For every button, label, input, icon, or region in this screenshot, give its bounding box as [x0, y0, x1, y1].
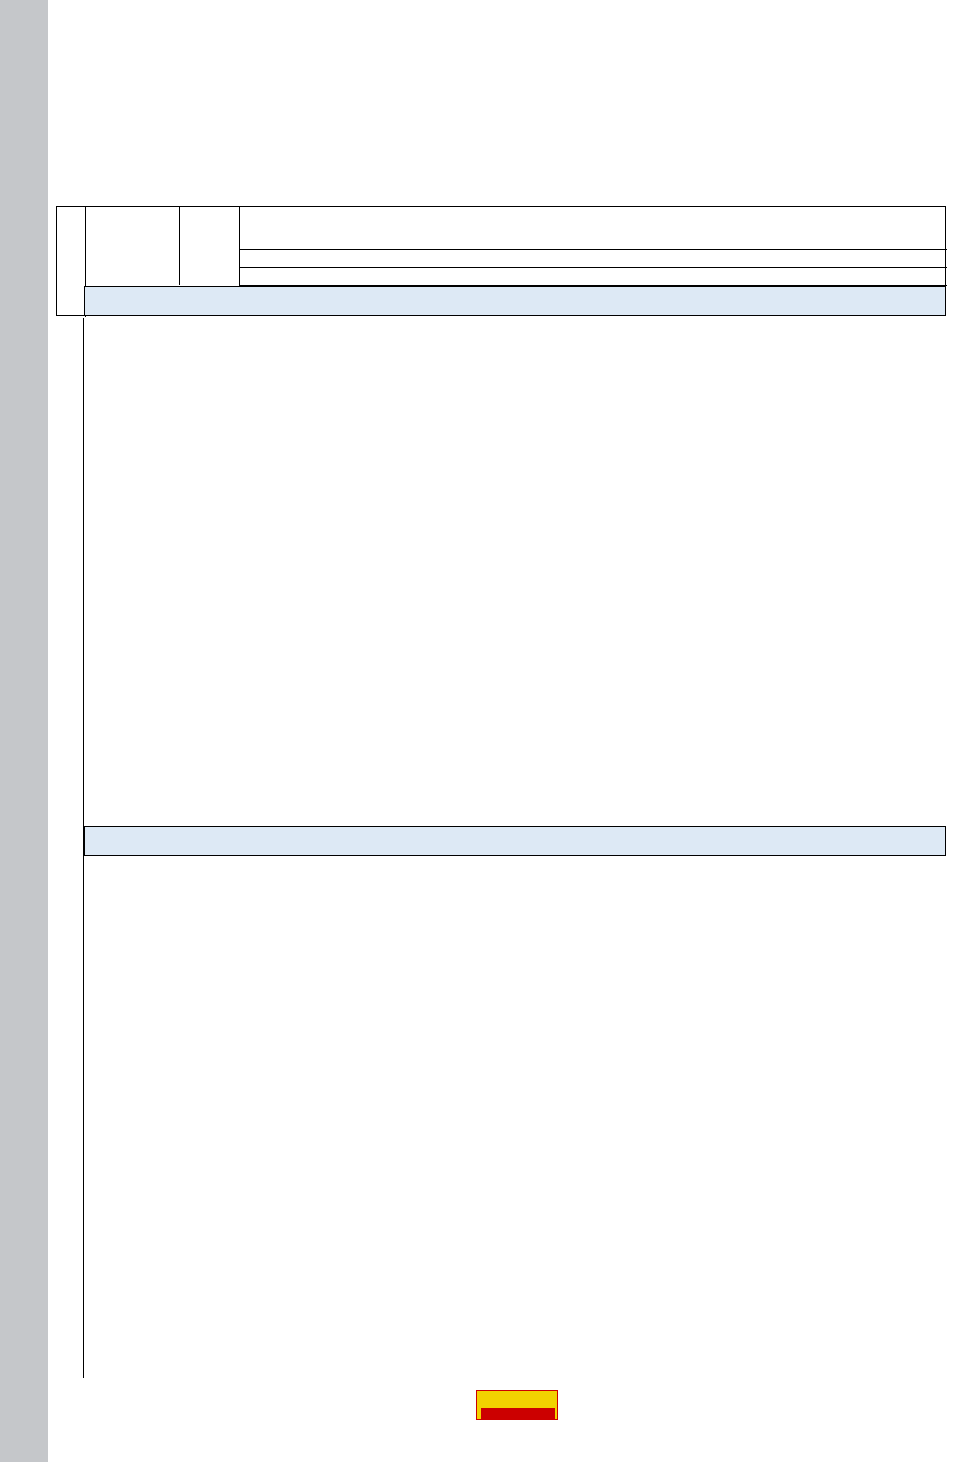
steel-group-column — [56, 318, 84, 1378]
section-low-alloy — [84, 826, 946, 856]
chapter-sidebar — [0, 0, 48, 1462]
section-unalloyed — [84, 286, 946, 316]
logo-subtext — [481, 1408, 555, 1419]
sandvik-logo — [476, 1390, 558, 1420]
